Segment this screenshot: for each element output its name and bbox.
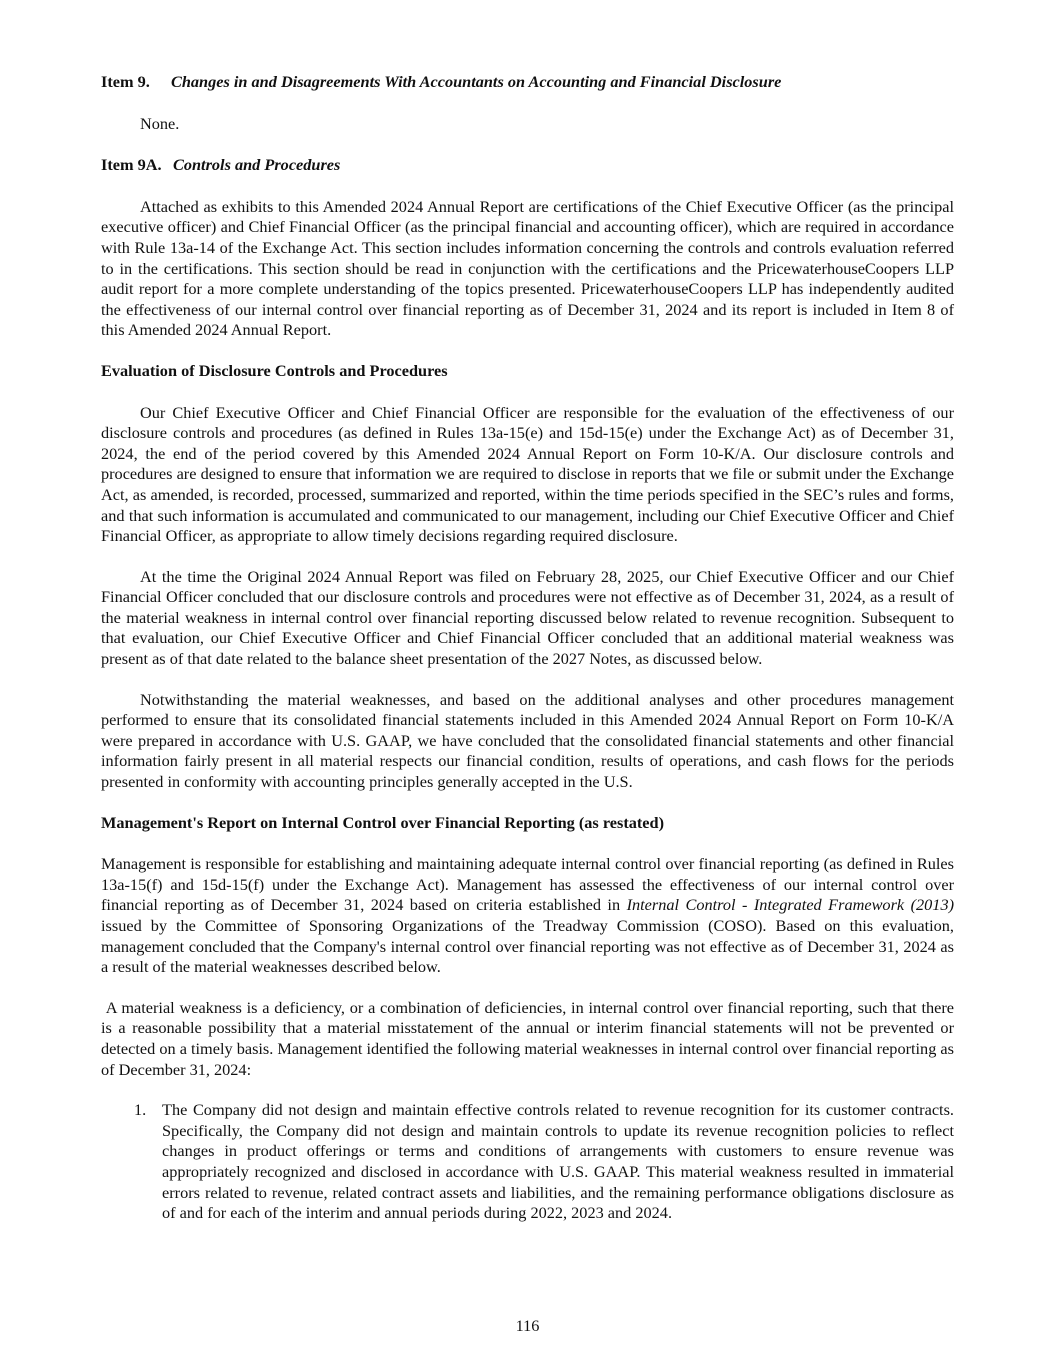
item-9-body: None. [140, 113, 180, 133]
item-9a-title: Controls and Procedures [173, 155, 341, 175]
item-9-heading [101, 72, 954, 93]
coso-framework-title: Internal Control - Integrated Framework (2013) [626, 895, 955, 915]
management-paragraph-1-part-2: issued by the Committee of Sponsoring Organizations of the Treadway Commission (COSO). Based on this evaluation, management concluded that the Company's internal control over financial reporting was not effective as of December 31, 2024 as a result of the material weaknesses described below. [101, 916, 954, 977]
list-item [101, 1100, 954, 1224]
management-report-heading: Management's Report on Internal Control over Financial Reporting (as restated) [101, 812, 665, 832]
evaluation-paragraph-2: At the time the Original 2024 Annual Report was filed on February 28, 2025, our Chief Executive Officer and our Chief Financial Officer concluded that our disclosure controls and procedures were not effective as of December 31, 2024, as a result of the material weakness in internal control over financial reporting discussed below related to revenue recognition. Subsequent to that evaluation, our Chief Executive Officer and Chief Financial Officer concluded that an additional material weakness was present as of that date related to the balance sheet presentation of the 2027 Notes, as discussed below. [101, 566, 954, 669]
evaluation-heading: Evaluation of Disclosure Controls and Procedures [101, 360, 448, 380]
management-paragraph-1 [101, 854, 954, 978]
evaluation-paragraph-1: Our Chief Executive Officer and Chief Financial Officer are responsible for the evaluation of the effectiveness of our disclosure controls and procedures (as defined in Rules 13a-15(e) and 15d-15(e) under the Exchange Act) as of December 31, 2024, the end of the period covered by this Amended 2024 Annual Report on Form 10-K/A. Our disclosure controls and procedures are designed to ensure that information we are required to disclose in reports that we file or submit under the Exchange Act, as amended, is recorded, processed, summarized and reported, within the time periods specified in the SEC’s rules and forms, and that such information is accumulated and communicated to our management, including our Chief Executive Officer and Chief Financial Officer, as appropriate to allow timely decisions regarding required disclosure. [101, 402, 954, 546]
item-9a-number: Item 9A. [101, 155, 162, 175]
list-item-text: The Company did not design and maintain effective controls related to revenue recognition for its customer contracts. Specifically, the Company did not design and maintain controls to update its revenue recognition policies to reflect changes in product offerings or terms and conditions of arrangements with customers to ensure revenue was appropriately recognized and disclosed in accordance with U.S. GAAP. This material weakness resulted in immaterial errors related to revenue, related contract assets and liabilities, and the remaining performance obligations disclosure as of and for each of the interim and annual periods during 2022, 2023 and 2024. [162, 1100, 954, 1223]
evaluation-paragraph-3: Notwithstanding the material weaknesses, and based on the additional analyses and other procedures management performed to ensure that its consolidated financial statements included in this Amended 2024 Annual Report on Form 10-K/A were prepared in accordance with U.S. GAAP, we have concluded that the consolidated financial statements and other financial information fairly present in all material respects our financial condition, results of operations, and cash flows for the periods presented in conformity with accounting principles generally accepted in the U.S. [101, 689, 954, 792]
item-9-title: Changes in and Disagreements With Accountants on Accounting and Financial Disclosure [171, 72, 782, 91]
document-page [101, 72, 959, 1224]
material-weakness-list [101, 1100, 954, 1224]
item-9a-heading [101, 155, 954, 176]
management-paragraph-2: A material weakness is a deficiency, or a combination of deficiencies, in internal control over financial reporting, such that there is a reasonable possibility that a material misstatement of the annual or interim financial statements will not be prevented or detected on a timely basis. Management identified the following material weaknesses in internal control over financial reporting as of December 31, 2024: [101, 997, 959, 1079]
item-9a-intro-paragraph: Attached as exhibits to this Amended 2024 Annual Report are certifications of the Chief Executive Officer (as the principal executive officer) and Chief Financial Officer (as the principal financial and accounting officer), which are required in accordance with Rule 13a-14 of the Exchange Act. This section includes information concerning the controls and controls evaluation referred to in the certifications. This section should be read in conjunction with the certifications and the PricewaterhouseCoopers LLP audit report for a more complete understanding of the topics presented. PricewaterhouseCoopers LLP has independently audited the effectiveness of our internal control over financial reporting as of December 31, 2024 and its report is included in Item 8 of this Amended 2024 Annual Report. [101, 196, 954, 340]
item-9-number: Item 9. [101, 72, 150, 91]
list-item-number: 1. [134, 1100, 147, 1120]
page-number: 116 [515, 1316, 540, 1335]
management-paragraph-1-part-1: Management is responsible for establishing and maintaining adequate internal control over financial reporting (as defined in Rules 13a-15(f) and 15d-15(f) under the Exchange Act). Management has assessed the effectiveness of our internal control over financial reporting as of December 31, 2024 based on criteria established in [101, 854, 954, 915]
